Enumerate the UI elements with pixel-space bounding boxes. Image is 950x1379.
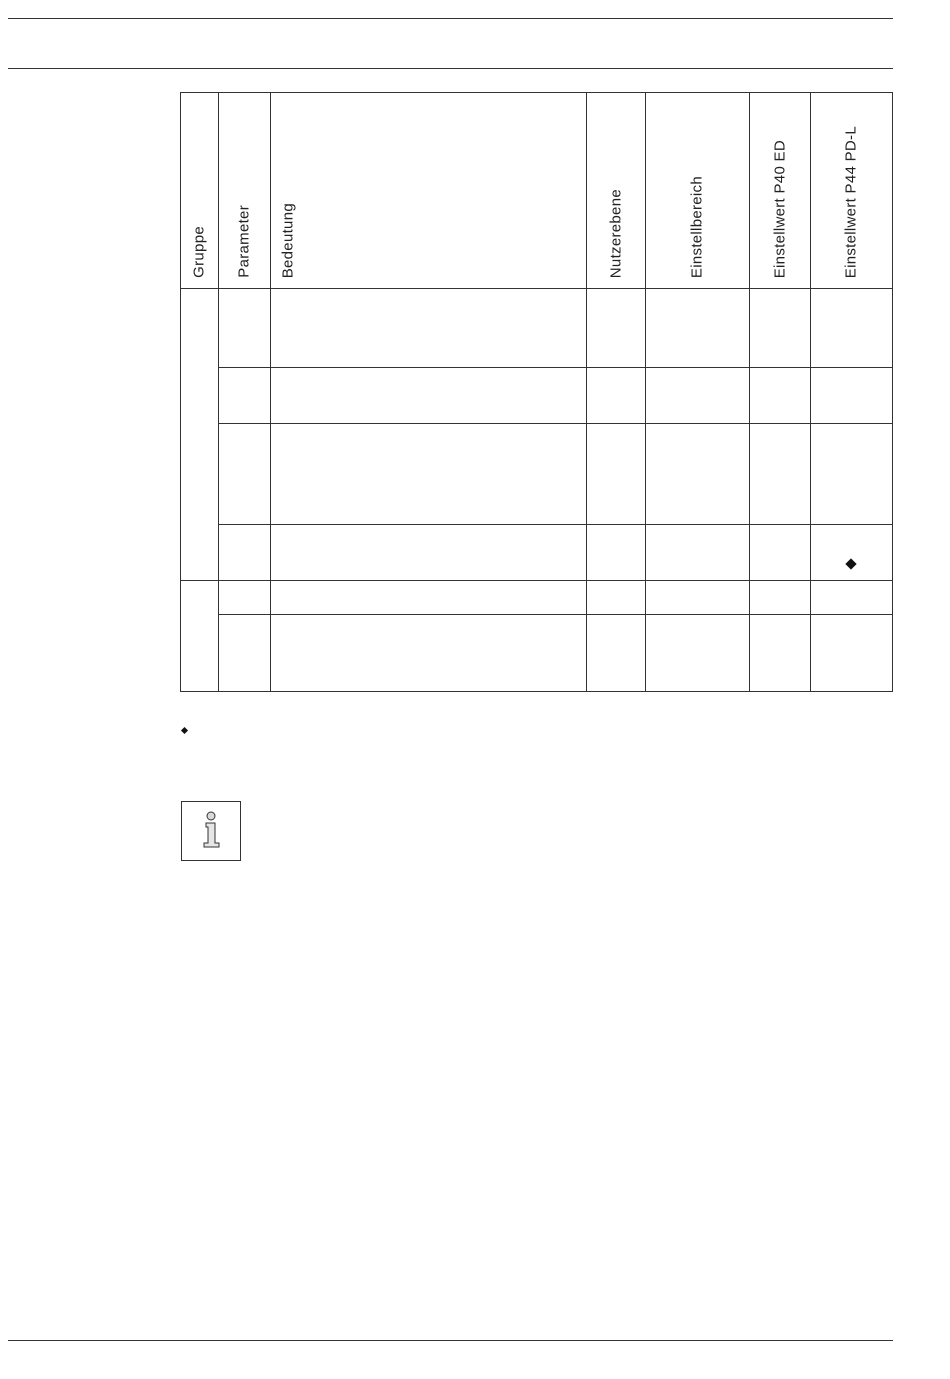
header-rule: [8, 68, 893, 69]
info-note-box: [181, 801, 241, 861]
column-header-einstellbereich: [645, 92, 749, 288]
diamond-marker-icon: [845, 558, 856, 569]
group-divider: [180, 580, 893, 581]
column-header-nutzerebene: [586, 92, 645, 288]
column-header-label: Nutzerebene: [607, 188, 624, 278]
row-divider: [218, 614, 893, 615]
row-divider: [218, 367, 893, 368]
column-header-label: Einstellwert P40 ED: [771, 139, 788, 278]
column-header-label: Einstellwert P44 PD-L: [842, 125, 860, 278]
footer-rule: [8, 1340, 893, 1341]
parameter-table: [180, 92, 893, 692]
footnote-diamond-icon: [181, 727, 188, 734]
column-header-p40ed: [749, 92, 810, 288]
table-border-bottom: [180, 691, 893, 692]
column-header-bedeutung: [270, 92, 306, 288]
column-header-label: Einstellbereich: [688, 175, 706, 278]
column-header-label: Gruppe: [190, 226, 208, 278]
column-header-gruppe: [180, 92, 218, 288]
row-divider: [218, 524, 893, 525]
column-header-p44pdl: [810, 92, 892, 288]
header-divider: [180, 288, 893, 289]
table-border-right: [892, 92, 893, 692]
column-header-label: Bedeutung: [279, 202, 297, 278]
row-divider: [218, 423, 893, 424]
top-rule: [8, 18, 893, 19]
column-header-parameter: [218, 92, 270, 288]
column-header-label: Parameter: [235, 205, 253, 278]
info-icon: [182, 802, 240, 860]
